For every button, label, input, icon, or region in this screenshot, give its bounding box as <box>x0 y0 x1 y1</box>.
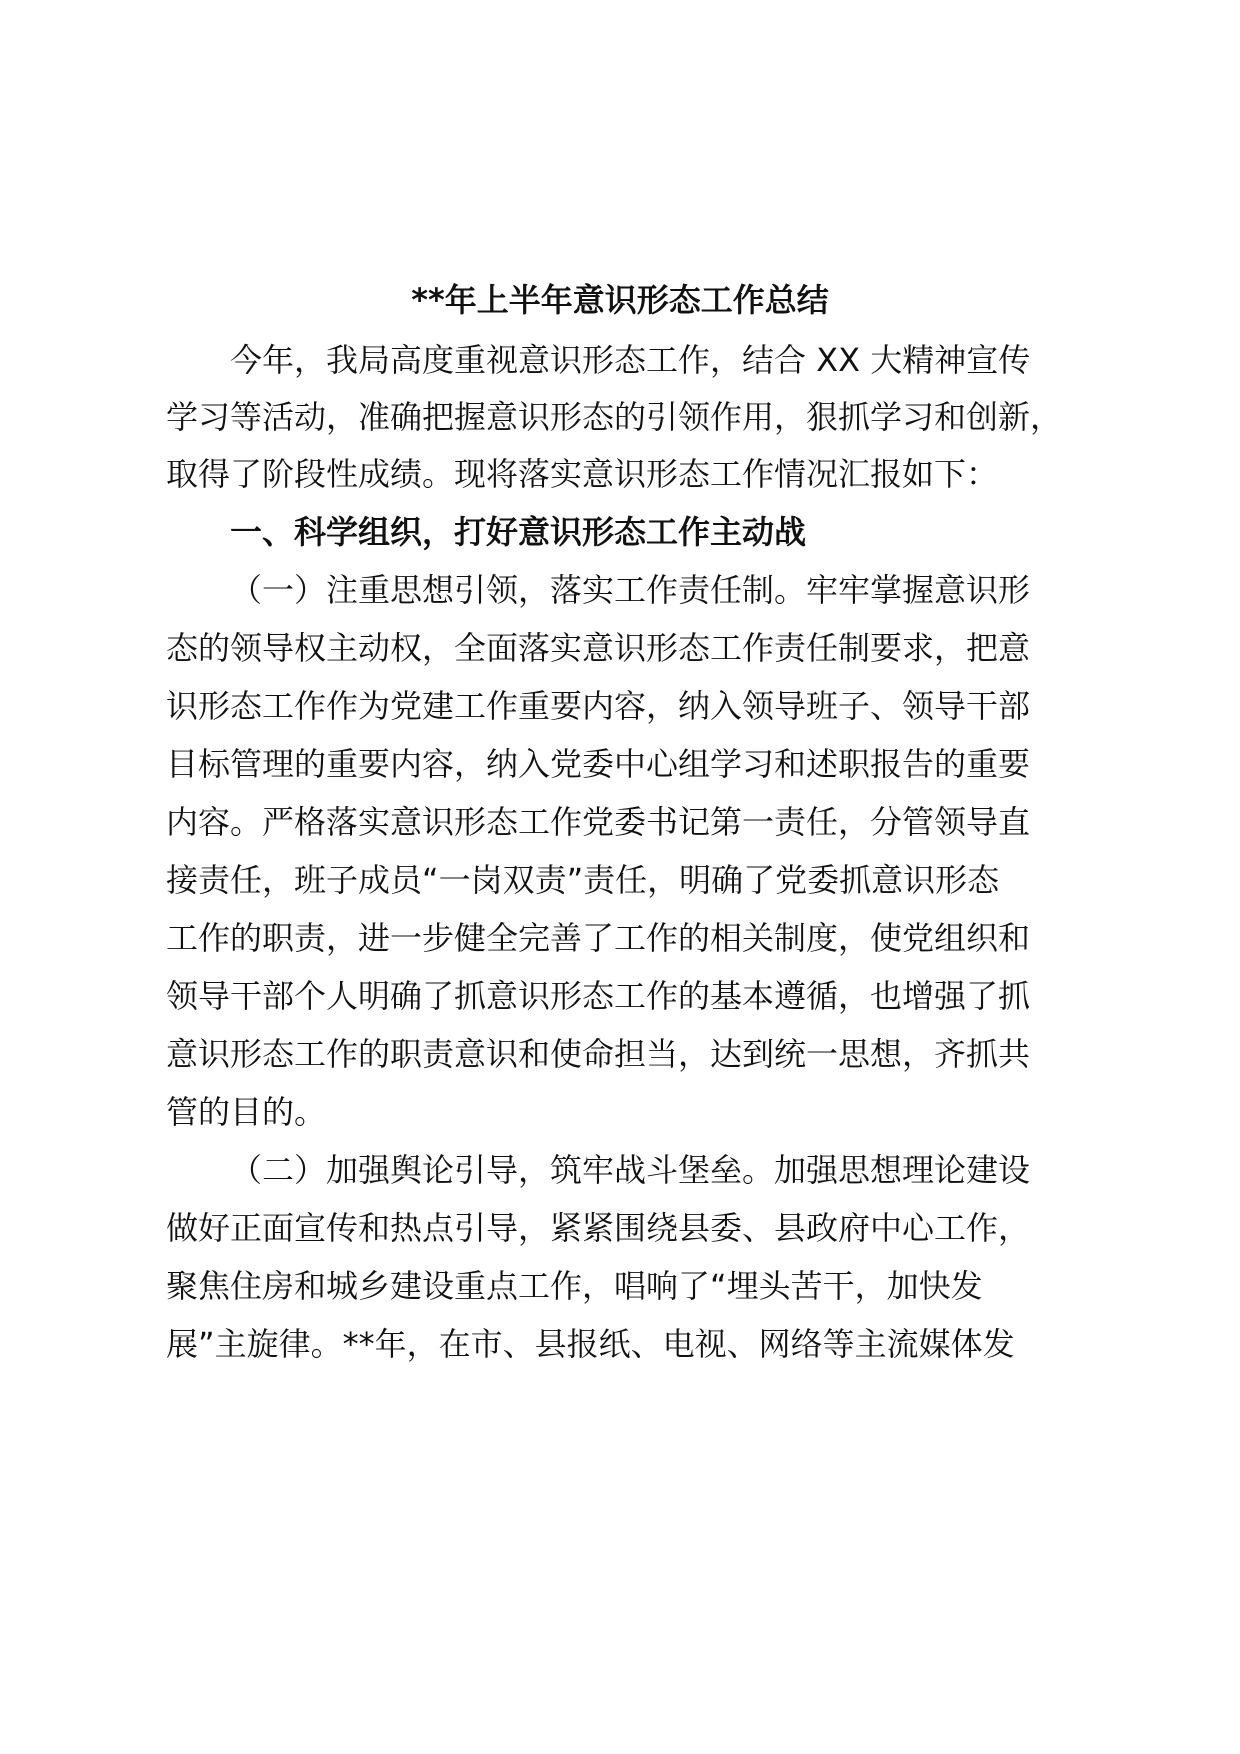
paragraph-line: 内容。严格落实意识形态工作党委书记第一责任，分管领导直 <box>166 803 1031 841</box>
paragraph-line: 意识形态工作的职责意识和使命担当，达到统一思想，齐抓共 <box>166 1035 1031 1073</box>
paragraph-line: 做好正面宣传和热点引导，紧紧围绕县委、县政府中心工作， <box>166 1209 1031 1247</box>
paragraph-line: 目标管理的重要内容，纳入党委中心组学习和述职报告的重要 <box>166 745 1031 783</box>
section-heading: 一、科学组织，打好意识形态工作主动战 <box>230 513 807 551</box>
paragraph-line: 学习等活动，准确把握意识形态的引领作用，狠抓学习和创新， <box>166 398 1063 436</box>
paragraph-line: 工作的职责，进一步健全完善了工作的相关制度，使党组织和 <box>166 919 1031 957</box>
paragraph-line: 领导干部个人明确了抓意识形态工作的基本遵循，也增强了抓 <box>166 977 1031 1015</box>
paragraph-line: 态的领导权主动权，全面落实意识形态工作责任制要求，把意 <box>166 629 1031 667</box>
paragraph-line: 聚焦住房和城乡建设重点工作，唱响了“埋头苦干，加快发 <box>166 1267 983 1305</box>
document-title: **年上半年意识形态工作总结 <box>411 281 829 319</box>
paragraph-line: 接责任，班子成员“一岗双责”责任，明确了党委抓意识形态 <box>166 861 1000 899</box>
paragraph-line: （一）注重思想引领，落实工作责任制。牢牢掌握意识形 <box>230 571 1031 609</box>
paragraph-line: 展”主旋律。**年，在市、县报纸、电视、网络等主流媒体发 <box>166 1325 1015 1363</box>
paragraph-line: 管的目的。 <box>166 1093 327 1131</box>
paragraph-line: （二）加强舆论引导，筑牢战斗堡垒。加强思想理论建设 <box>230 1151 1031 1189</box>
paragraph-line: 识形态工作作为党建工作重要内容，纳入领导班子、领导干部 <box>166 687 1031 725</box>
paragraph-line: 取得了阶段性成绩。现将落实意识形态工作情况汇报如下： <box>166 455 999 493</box>
paragraph-line: 今年，我局高度重视意识形态工作，结合 XX 大精神宣传 <box>230 341 1031 379</box>
